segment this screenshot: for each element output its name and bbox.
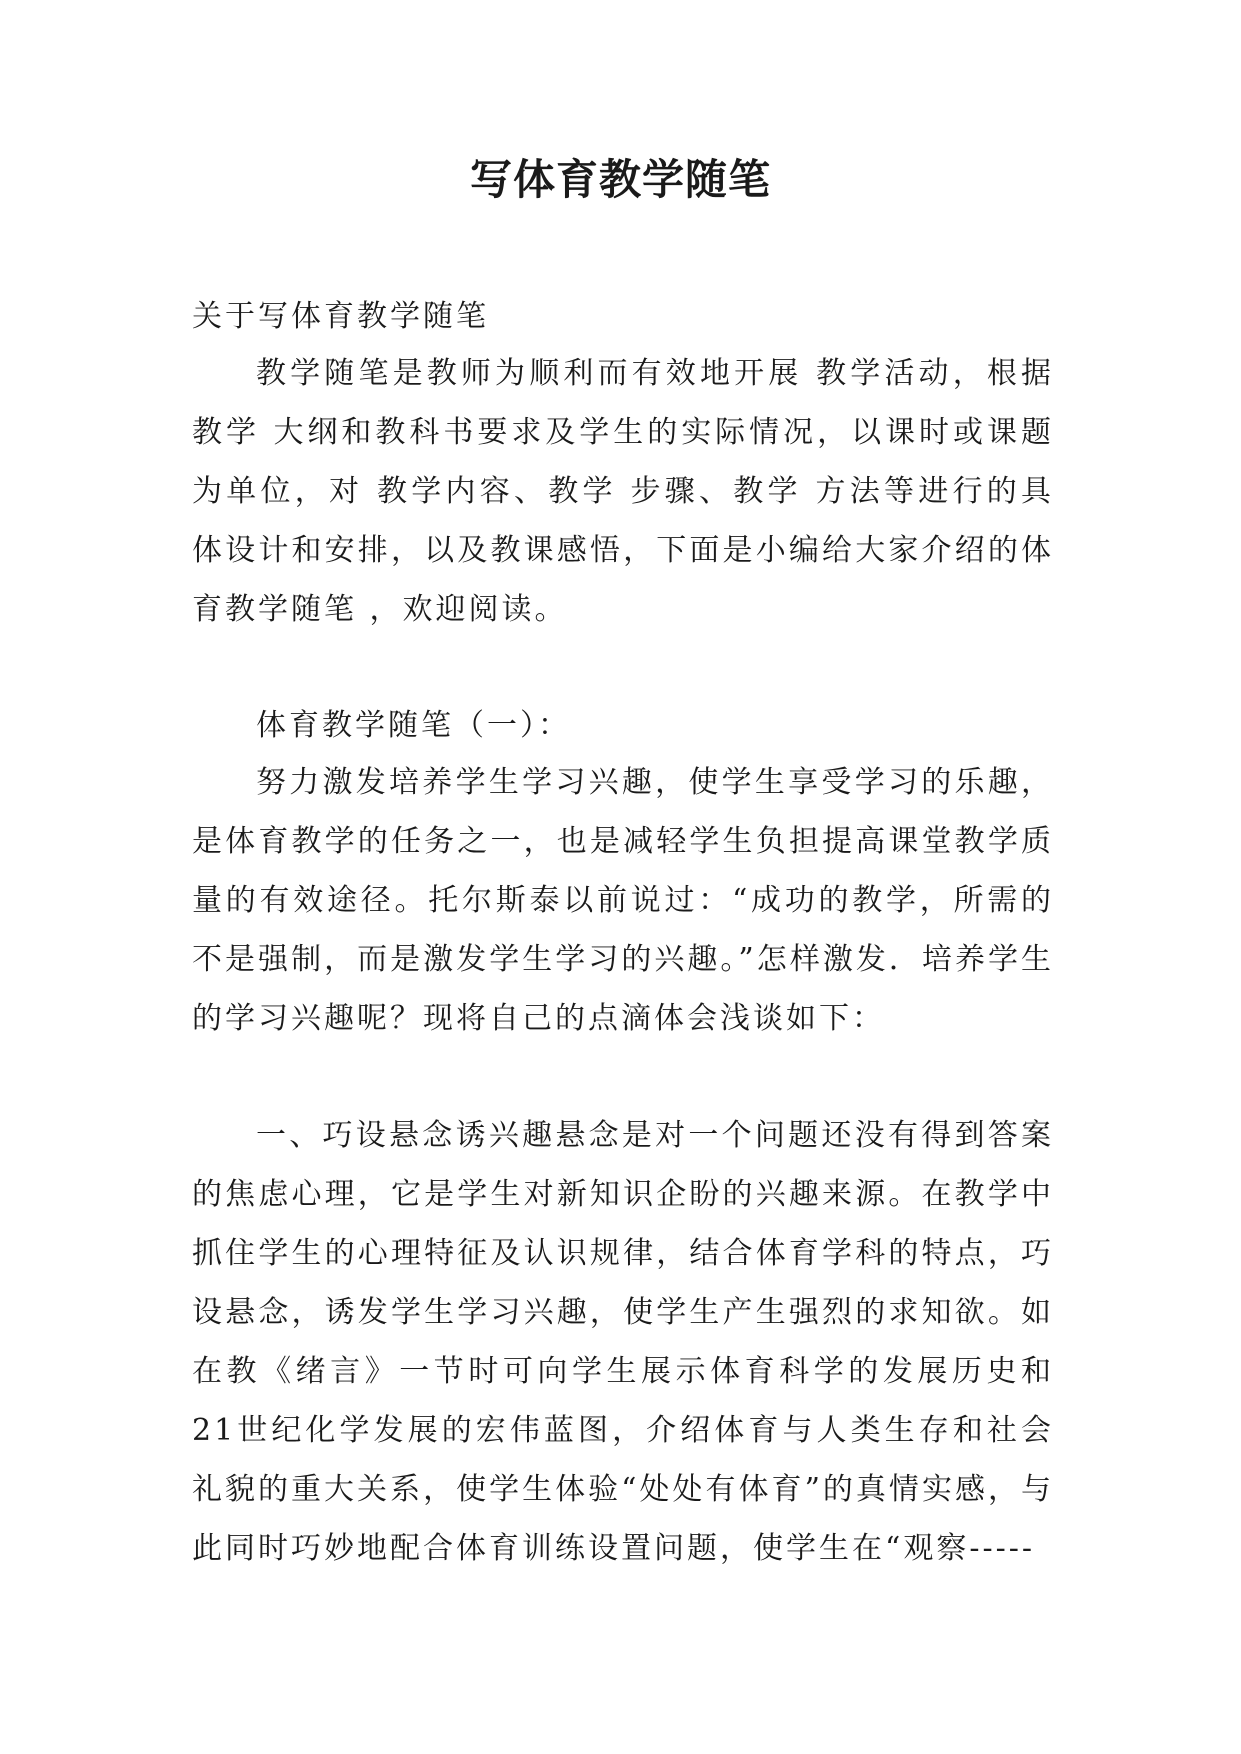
point-paragraph: 一、巧设悬念诱兴趣悬念是对一个问题还没有得到答案的焦虑心理，它是学生对新知识企盼的兴趣来源。在教学中抓住学生的心理特征及认识规律，结合体育学科的特点，巧设悬念，诱发学生学习兴趣，使学生产生强烈的求知欲。如在教《绪言》一节时可向学生展示体育科学的发展历史和21世纪化学发展的宏伟蓝图，介绍体育与人类生存和社会礼貌的重大关系，使学生体验“处处有体育”的真情实感，与此同时巧妙地配合体育训练设置问题，使学生在“观察----- [192,1118,1054,1566]
section-paragraph: 努力激发培养学生学习兴趣，使学生享受学习的乐趣，是体育教学的任务之一，也是减轻学生负担提高课堂教学质量的有效途径。托尔斯泰以前说过：“成功的教学，所需的不是强制，而是激发学生学习的兴趣。”怎样激发．培养学生的学习兴趣呢？现将自己的点滴体会浅谈如下： [192,765,1054,1036]
intro-paragraph: 教学随笔是教师为顺利而有效地开展 教学活动，根据教学 大纲和教科书要求及学生的实际情况，以课时或课题为单位，对 教学内容、教学 步骤、教学 方法等进行的具体设计和安排，以及教课感悟，下面是小编给大家介绍的体育教学随笔 ，欢迎阅读。 [192,356,1054,627]
section-heading: 体育教学随笔（一）： [256,708,571,743]
document-title: 写体育教学随笔 [469,155,771,204]
document-subtitle: 关于写体育教学随笔 [192,299,489,334]
